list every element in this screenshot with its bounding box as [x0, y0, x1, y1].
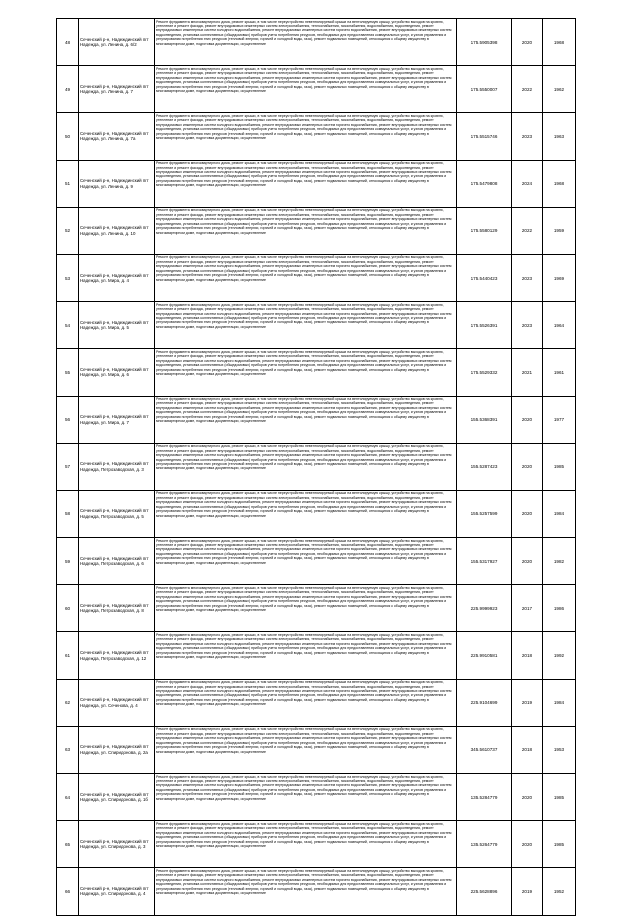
table-row — [57, 774, 576, 821]
built-year-cell: 1968 — [543, 160, 576, 207]
works-text: Ремонт фундамента многоквартирного дома, ремонт крыши, в том числе переустройство невентилируемой крыши на вентилируемую крышу, устройство выходов на кровлю, утепление и ремонт фасада, ремонт внутридомовых инженерных систем электроснабжения, теплоснабжения, газоснабжения, водоснабжения, водоотведения, ремонт внутридомовых инженерных систем холодного водоснабжения, ремонт внутридомовых инженерных систем горячего водоснабжения, ремонт внутридомовых инженерных систем водоотведения, установка коллективных (общедомовых) приборов учета потребления ресурсов, необходимых для предоставления коммунальных услуг, и узлов управления и регулирования потребления этих ресурсов (тепловой энергии, горячей и холодной воды, газа), ремонт подвальных помещений, относящихся к общему имуществу в многоквартирном доме, подготовка документации, осуществление — [156, 585, 452, 613]
address-text: Сеченский р-н, Надеждинский пгт Надежда, ул. Спиридонова, д. 3 — [80, 838, 149, 850]
repair-year-cell: 2019 — [512, 868, 543, 915]
address-text: Сеченский р-н, Надеждинский пгт Надежда, Петрозаводская, д. 8 — [80, 602, 149, 614]
table-row — [57, 585, 576, 632]
built-year-cell: 1984 — [543, 679, 576, 726]
repair-year-cell: 2020 — [512, 774, 543, 821]
address-text: Сеченский р-н, Надеждинский пгт Надежда, ул. Ленина, д. 10 — [80, 225, 149, 236]
built-year-cell: 1959 — [543, 207, 576, 254]
built-year-cell: 1953 — [543, 726, 576, 773]
cost-cell: 345.5610737 — [457, 726, 512, 773]
table-row — [57, 821, 576, 868]
built-year-cell: 1984 — [543, 490, 576, 537]
repair-year-cell: 2018 — [512, 726, 543, 773]
built-year-cell: 1986 — [543, 585, 576, 632]
address-cell — [79, 113, 155, 160]
repair-year-cell: 2020 — [512, 396, 543, 443]
address-text: Сеченский р-н, Надеждинский пгт Надежда, Петрозаводская, д. 5 — [80, 508, 149, 519]
cost-cell: 225.5628896 — [457, 868, 512, 915]
table-row — [57, 490, 576, 537]
works-cell — [155, 774, 457, 821]
works-cell — [155, 113, 457, 160]
works-text: Ремонт фундамента многоквартирного дома, ремонт крыши, в том числе переустройство невентилируемой крыши на вентилируемую крышу, устройство выходов на кровлю, утепление и ремонт фасада, ремонт внутридомовых инженерных систем электроснабжения, теплоснабжения, газоснабжения, водоснабжения, водоотведения, ремонт внутридомовых инженерных систем холодного водоснабжения, ремонт внутридомовых инженерных систем горячего водоснабжения, ремонт внутридомовых инженерных систем водоотведения, установка коллективных (общедомовых) приборов учета потребления ресурсов, необходимых для предоставления коммунальных услуг, и узлов управления и регулирования потребления этих ресурсов (тепловой энергии, горячей и холодной воды, газа), ремонт подвальных помещений, относящихся к общему имуществу в многоквартирном доме, подготовка документации, осуществление — [156, 208, 452, 235]
built-year-cell: 1963 — [543, 113, 576, 160]
cost-cell: 155.5287423 — [457, 443, 512, 490]
works-text: Ремонт фундамента многоквартирного дома, ремонт крыши, в том числе переустройство невентилируемой крыши на вентилируемую крышу, устройство выходов на кровлю, утепление и ремонт фасада, ремонт внутридомовых инженерных систем электроснабжения, теплоснабжения, газоснабжения, водоснабжения, водоотведения, ремонт внутридомовых инженерных систем холодного водоснабжения, ремонт внутридомовых инженерных систем горячего водоснабжения, ремонт внутридомовых инженерных систем водоотведения, установка коллективных (общедомовых) приборов учета потребления ресурсов, необходимых для предоставления коммунальных услуг, и узлов управления и регулирования потребления этих ресурсов (тепловой энергии, горячей и холодной воды, газа), ремонт подвальных помещений, относящихся к общему имуществу в многоквартирном доме, подготовка документации, осуществление — [156, 255, 452, 282]
cost-cell: 175.5905398 — [457, 19, 512, 66]
cost-cell: 155.5257599 — [457, 490, 512, 537]
repair-year-cell: 2023 — [512, 302, 543, 349]
row-number-cell: 64 — [57, 774, 79, 821]
table-row — [57, 302, 576, 349]
address-cell — [79, 726, 155, 773]
table-row — [57, 396, 576, 443]
address-text: Сеченский р-н, Надеждинский пгт Надежда, ул. Ленина, д. 7 — [80, 83, 149, 95]
row-number-cell: 50 — [57, 113, 79, 160]
works-text: Ремонт фундамента многоквартирного дома, ремонт крыши, в том числе переустройство невентилируемой крыши на вентилируемую крышу, устройство выходов на кровлю, утепление и ремонт фасада, ремонт внутридомовых инженерных систем электроснабжения, теплоснабжения, газоснабжения, водоснабжения, водоотведения, ремонт внутридомовых инженерных систем холодного водоснабжения, ремонт внутридомовых инженерных систем горячего водоснабжения, ремонт внутридомовых инженерных систем водоотведения, установка коллективных (общедомовых) приборов учета потребления ресурсов, необходимых для предоставления коммунальных услуг, и узлов управления и регулирования потребления этих ресурсов (тепловой энергии, горячей и холодной воды, газа), ремонт подвальных помещений, относящихся к общему имуществу в многоквартирном доме, подготовка документации, осуществление — [156, 444, 452, 471]
table-row — [57, 66, 576, 113]
built-year-cell: 1982 — [543, 538, 576, 585]
works-text: Ремонт фундамента многоквартирного дома, ремонт крыши, в том числе переустройство невентилируемой крыши на вентилируемую крышу, устройство выходов на кровлю, утепление и ремонт фасада, ремонт внутридомовых инженерных систем электроснабжения, теплоснабжения, газоснабжения, водоснабжения, водоотведения, ремонт внутридомовых инженерных систем холодного водоснабжения, ремонт внутридомовых инженерных систем горячего водоснабжения, ремонт внутридомовых инженерных систем водоотведения, установка коллективных (общедомовых) приборов учета потребления ресурсов, необходимых для предоставления коммунальных услуг, и узлов управления и регулирования потребления этих ресурсов (тепловой энергии, горячей и холодной воды, газа), ремонт подвальных помещений, относящихся к общему имуществу в многоквартирном доме, подготовка документации, осуществление — [156, 19, 452, 46]
row-number-cell: 63 — [57, 726, 79, 773]
built-year-cell: 1964 — [543, 302, 576, 349]
cost-cell: 175.5580129 — [457, 207, 512, 254]
repair-year-cell: 2023 — [512, 113, 543, 160]
table-row — [57, 19, 576, 66]
repair-year-cell: 2021 — [512, 349, 543, 396]
cost-cell: 155.5368391 — [457, 396, 512, 443]
address-cell — [79, 538, 155, 585]
works-text: Ремонт фундамента многоквартирного дома, ремонт крыши, в том числе переустройство невентилируемой крыши на вентилируемую крышу, устройство выходов на кровлю, утепление и ремонт фасада, ремонт внутридомовых инженерных систем электроснабжения, теплоснабжения, газоснабжения, водоснабжения, водоотведения, ремонт внутридомовых инженерных систем холодного водоснабжения, ремонт внутридомовых инженерных систем горячего водоснабжения, ремонт внутридомовых инженерных систем водоотведения, установка коллективных (общедомовых) приборов учета потребления ресурсов, необходимых для предоставления коммунальных услуг, и узлов управления и регулирования потребления этих ресурсов (тепловой энергии, горячей и холодной воды, газа), ремонт подвальных помещений, относящихся к общему имуществу в многоквартирном доме, подготовка документации, осуществление — [156, 397, 452, 424]
table-row — [57, 349, 576, 396]
table-row — [57, 113, 576, 160]
address-cell — [79, 254, 155, 301]
repair-year-cell: 2020 — [512, 490, 543, 537]
row-number-cell: 60 — [57, 585, 79, 632]
table-row — [57, 443, 576, 490]
cost-cell: 175.5550007 — [457, 66, 512, 113]
works-cell — [155, 19, 457, 66]
address-cell — [79, 207, 155, 254]
works-cell — [155, 66, 457, 113]
works-text: Ремонт фундамента многоквартирного дома, ремонт крыши, в том числе переустройство невентилируемой крыши на вентилируемую крышу, устройство выходов на кровлю, утепление и ремонт фасада, ремонт внутридомовых инженерных систем электроснабжения, теплоснабжения, газоснабжения, водоснабжения, водоотведения, ремонт внутридомовых инженерных систем холодного водоснабжения, ремонт внутридомовых инженерных систем горячего водоснабжения, ремонт внутридомовых инженерных систем водоотведения, установка коллективных (общедомовых) приборов учета потребления ресурсов, необходимых для предоставления коммунальных услуг, и узлов управления и регулирования потребления этих ресурсов (тепловой энергии, горячей и холодной воды, газа), ремонт подвальных помещений, относящихся к общему имуществу в многоквартирном доме, подготовка документации, осуществление — [156, 302, 452, 329]
address-text: Сеченский р-н, Надеждинский пгт Надежда, ул. Мира, д. 6 — [80, 366, 149, 378]
works-cell — [155, 207, 457, 254]
row-number-cell: 62 — [57, 679, 79, 726]
table-row — [57, 679, 576, 726]
built-year-cell: 1985 — [543, 774, 576, 821]
table-row — [57, 726, 576, 773]
repair-year-cell: 2023 — [512, 254, 543, 301]
address-text: Сеченский р-н, Надеждинский пгт Надежда, ул. Ленина, д. 6/2 — [80, 36, 149, 48]
built-year-cell: 1961 — [543, 349, 576, 396]
works-text: Ремонт фундамента многоквартирного дома, ремонт крыши, в том числе переустройство невентилируемой крыши на вентилируемую крышу, устройство выходов на кровлю, утепление и ремонт фасада, ремонт внутридомовых инженерных систем электроснабжения, теплоснабжения, газоснабжения, водоснабжения, водоотведения, ремонт внутридомовых инженерных систем холодного водоснабжения, ремонт внутридомовых инженерных систем горячего водоснабжения, ремонт внутридомовых инженерных систем водоотведения, установка коллективных (общедомовых) приборов учета потребления ресурсов, необходимых для предоставления коммунальных услуг, и узлов управления и регулирования потребления этих ресурсов (тепловой энергии, горячей и холодной воды, газа), ремонт подвальных помещений, относящихся к общему имуществу в многоквартирном доме, подготовка документации, осуществление — [156, 727, 452, 754]
works-text: Ремонт фундамента многоквартирного дома, ремонт крыши, в том числе переустройство невентилируемой крыши на вентилируемую крышу, устройство выходов на кровлю, утепление и ремонт фасада, ремонт внутридомовых инженерных систем электроснабжения, теплоснабжения, газоснабжения, водоснабжения, водоотведения, ремонт внутридомовых инженерных систем холодного водоснабжения, ремонт внутридомовых инженерных систем горячего водоснабжения, ремонт внутридомовых инженерных систем водоотведения, установка коллективных (общедомовых) приборов учета потребления ресурсов, необходимых для предоставления коммунальных услуг, и узлов управления и регулирования потребления этих ресурсов (тепловой энергии, горячей и холодной воды, газа), ремонт подвальных помещений, относящихся к общему имуществу в многоквартирном доме, подготовка документации, осуществление — [156, 113, 452, 141]
cost-cell: 135.5284779 — [457, 774, 512, 821]
table-row — [57, 207, 576, 254]
row-number-cell: 61 — [57, 632, 79, 679]
works-text: Ремонт фундамента многоквартирного дома, ремонт крыши, в том числе переустройство невентилируемой крыши на вентилируемую крышу, устройство выходов на кровлю, утепление и ремонт фасада, ремонт внутридомовых инженерных систем электроснабжения, теплоснабжения, газоснабжения, водоснабжения, водоотведения, ремонт внутридомовых инженерных систем холодного водоснабжения, ремонт внутридомовых инженерных систем горячего водоснабжения, ремонт внутридомовых инженерных систем водоотведения, установка коллективных (общедомовых) приборов учета потребления ресурсов, необходимых для предоставления коммунальных услуг, и узлов управления и регулирования потребления этих ресурсов (тепловой энергии, горячей и холодной воды, газа), ремонт подвальных помещений, относящихся к общему имуществу в многоквартирном доме, подготовка документации, осуществление — [156, 66, 452, 93]
address-cell — [79, 774, 155, 821]
row-number-cell: 56 — [57, 396, 79, 443]
cost-cell: 225.9104699 — [457, 679, 512, 726]
cost-cell: 175.5440423 — [457, 254, 512, 301]
table-row — [57, 160, 576, 207]
cost-cell: 175.5529332 — [457, 349, 512, 396]
repair-year-cell: 2020 — [512, 19, 543, 66]
address-cell — [79, 349, 155, 396]
works-text: Ремонт фундамента многоквартирного дома, ремонт крыши, в том числе переустройство невентилируемой крыши на вентилируемую крышу, устройство выходов на кровлю, утепление и ремонт фасада, ремонт внутридомовых инженерных систем электроснабжения, теплоснабжения, газоснабжения, водоснабжения, водоотведения, ремонт внутридомовых инженерных систем холодного водоснабжения, ремонт внутридомовых инженерных систем горячего водоснабжения, ремонт внутридомовых инженерных систем водоотведения, установка коллективных (общедомовых) приборов учета потребления ресурсов, необходимых для предоставления коммунальных услуг, и узлов управления и регулирования потребления этих ресурсов (тепловой энергии, горячей и холодной воды, газа), ремонт подвальных помещений, относящихся к общему имуществу в многоквартирном доме, подготовка документации, осуществление — [156, 821, 452, 848]
row-number-cell: 51 — [57, 160, 79, 207]
built-year-cell: 1968 — [543, 19, 576, 66]
address-cell — [79, 679, 155, 726]
works-cell — [155, 868, 457, 915]
works-cell — [155, 679, 457, 726]
cost-cell: 135.5264779 — [457, 821, 512, 868]
address-text: Сеченский р-н, Надеждинский пгт Надежда, ул. Спиридонова, д. 2а — [80, 744, 149, 755]
capital-repair-table — [56, 18, 576, 916]
works-cell — [155, 726, 457, 773]
works-text: Ремонт фундамента многоквартирного дома, ремонт крыши, в том числе переустройство невентилируемой крыши на вентилируемую крышу, устройство выходов на кровлю, утепление и ремонт фасада, ремонт внутридомовых инженерных систем электроснабжения, теплоснабжения, газоснабжения, водоснабжения, водоотведения, ремонт внутридомовых инженерных систем холодного водоснабжения, ремонт внутридомовых инженерных систем горячего водоснабжения, ремонт внутридомовых инженерных систем водоотведения, установка коллективных (общедомовых) приборов учета потребления ресурсов, необходимых для предоставления коммунальных услуг, и узлов управления и регулирования потребления этих ресурсов (тепловой энергии, горячей и холодной воды, газа), ремонт подвальных помещений, относящихся к общему имуществу в многоквартирном доме, подготовка документации, осуществление — [156, 349, 452, 377]
works-cell — [155, 490, 457, 537]
works-cell — [155, 349, 457, 396]
address-cell — [79, 160, 155, 207]
built-year-cell: 1992 — [543, 632, 576, 679]
table-row — [57, 868, 576, 915]
built-year-cell: 1985 — [543, 821, 576, 868]
works-text: Ремонт фундамента многоквартирного дома, ремонт крыши, в том числе переустройство невентилируемой крыши на вентилируемую крышу, устройство выходов на кровлю, утепление и ремонт фасада, ремонт внутридомовых инженерных систем электроснабжения, теплоснабжения, газоснабжения, водоснабжения, водоотведения, ремонт внутридомовых инженерных систем холодного водоснабжения, ремонт внутридомовых инженерных систем горячего водоснабжения, ремонт внутридомовых инженерных систем водоотведения, установка коллективных (общедомовых) приборов учета потребления ресурсов, необходимых для предоставления коммунальных услуг, и узлов управления и регулирования потребления этих ресурсов (тепловой энергии, горячей и холодной воды, газа), ремонт подвальных помещений, относящихся к общему имуществу в многоквартирном доме, подготовка документации, осуществление — [156, 868, 452, 896]
row-number-cell: 66 — [57, 868, 79, 915]
address-cell — [79, 443, 155, 490]
repair-year-cell: 2022 — [512, 66, 543, 113]
works-text: Ремонт фундамента многоквартирного дома, ремонт крыши, в том числе переустройство невентилируемой крыши на вентилируемую крышу, устройство выходов на кровлю, утепление и ремонт фасада, ремонт внутридомовых инженерных систем электроснабжения, теплоснабжения, газоснабжения, водоснабжения, водоотведения, ремонт внутридомовых инженерных систем холодного водоснабжения, ремонт внутридомовых инженерных систем горячего водоснабжения, ремонт внутридомовых инженерных систем водоотведения, установка коллективных (общедомовых) приборов учета потребления ресурсов, необходимых для предоставления коммунальных услуг, и узлов управления и регулирования потребления этих ресурсов (тепловой энергии, горячей и холодной воды, газа), ремонт подвальных помещений, относящихся к общему имуществу в многоквартирном доме, подготовка документации, осуществление — [156, 632, 452, 660]
row-number-cell: 59 — [57, 538, 79, 585]
cost-cell: 175.5515746 — [457, 113, 512, 160]
repair-year-cell: 2020 — [512, 538, 543, 585]
repair-year-cell: 2020 — [512, 443, 543, 490]
address-text: Сеченский р-н, Надеждинский пгт Надежда, Петрозаводская, д. 3 — [80, 461, 149, 472]
row-number-cell: 52 — [57, 207, 79, 254]
address-cell — [79, 302, 155, 349]
built-year-cell: 1977 — [543, 396, 576, 443]
row-number-cell: 53 — [57, 254, 79, 301]
repair-year-cell: 2022 — [512, 207, 543, 254]
address-text: Сеченский р-н, Надеждинский пгт Надежда, ул. Ленина, д. 7а — [80, 130, 149, 142]
address-cell — [79, 585, 155, 632]
address-cell — [79, 632, 155, 679]
built-year-cell: 1962 — [543, 66, 576, 113]
cost-cell: 225.9910581 — [457, 632, 512, 679]
works-text: Ремонт фундамента многоквартирного дома, ремонт крыши, в том числе переустройство невентилируемой крыши на вентилируемую крышу, устройство выходов на кровлю, утепление и ремонт фасада, ремонт внутридомовых инженерных систем электроснабжения, теплоснабжения, газоснабжения, водоснабжения, водоотведения, ремонт внутридомовых инженерных систем холодного водоснабжения, ремонт внутридомовых инженерных систем горячего водоснабжения, ремонт внутридомовых инженерных систем водоотведения, установка коллективных (общедомовых) приборов учета потребления ресурсов, необходимых для предоставления коммунальных услуг, и узлов управления и регулирования потребления этих ресурсов (тепловой энергии, горячей и холодной воды, газа), ремонт подвальных помещений, относящихся к общему имуществу в многоквартирном доме, подготовка документации, осуществление — [156, 774, 452, 801]
address-cell — [79, 868, 155, 915]
table-row — [57, 254, 576, 301]
address-text: Сеченский р-н, Надеждинский пгт Надежда, Петрозаводская, д. 6 — [80, 555, 149, 567]
works-cell — [155, 821, 457, 868]
repair-year-cell: 2019 — [512, 679, 543, 726]
works-text: Ремонт фундамента многоквартирного дома, ремонт крыши, в том числе переустройство невентилируемой крыши на вентилируемую крышу, устройство выходов на кровлю, утепление и ремонт фасада, ремонт внутридомовых инженерных систем электроснабжения, теплоснабжения, газоснабжения, водоснабжения, водоотведения, ремонт внутридомовых инженерных систем холодного водоснабжения, ремонт внутридомовых инженерных систем горячего водоснабжения, ремонт внутридомовых инженерных систем водоотведения, установка коллективных (общедомовых) приборов учета потребления ресурсов, необходимых для предоставления коммунальных услуг, и узлов управления и регулирования потребления этих ресурсов (тепловой энергии, горячей и холодной воды, газа), ремонт подвальных помещений, относящихся к общему имуществу в многоквартирном доме, подготовка документации, осуществление — [156, 680, 452, 707]
cost-cell: 175.5526391 — [457, 302, 512, 349]
row-number-cell: 55 — [57, 349, 79, 396]
table-row — [57, 632, 576, 679]
works-text: Ремонт фундамента многоквартирного дома, ремонт крыши, в том числе переустройство невентилируемой крыши на вентилируемую крышу, устройство выходов на кровлю, утепление и ремонт фасада, ремонт внутридомовых инженерных систем электроснабжения, теплоснабжения, газоснабжения, водоснабжения, водоотведения, ремонт внутридомовых инженерных систем холодного водоснабжения, ремонт внутридомовых инженерных систем горячего водоснабжения, ремонт внутридомовых инженерных систем водоотведения, установка коллективных (общедомовых) приборов учета потребления ресурсов, необходимых для предоставления коммунальных услуг, и узлов управления и регулирования потребления этих ресурсов (тепловой энергии, горячей и холодной воды, газа), ремонт подвальных помещений, относящихся к общему имуществу в многоквартирном доме, подготовка документации, осуществление — [156, 538, 452, 565]
repair-year-cell: 2018 — [512, 632, 543, 679]
works-cell — [155, 632, 457, 679]
row-number-cell: 57 — [57, 443, 79, 490]
works-text: Ремонт фундамента многоквартирного дома, ремонт крыши, в том числе переустройство невентилируемой крыши на вентилируемую крышу, устройство выходов на кровлю, утепление и ремонт фасада, ремонт внутридомовых инженерных систем электроснабжения, теплоснабжения, газоснабжения, водоснабжения, водоотведения, ремонт внутридомовых инженерных систем холодного водоснабжения, ремонт внутридомовых инженерных систем горячего водоснабжения, ремонт внутридомовых инженерных систем водоотведения, установка коллективных (общедомовых) приборов учета потребления ресурсов, необходимых для предоставления коммунальных услуг, и узлов управления и регулирования потребления этих ресурсов (тепловой энергии, горячей и холодной воды, газа), ремонт подвальных помещений, относящихся к общему имуществу в многоквартирном доме, подготовка документации, осуществление — [156, 491, 452, 518]
address-text: Сеченский р-н, Надеждинский пгт Надежда, ул. Сеченова, д. 4 — [80, 697, 149, 708]
row-number-cell: 65 — [57, 821, 79, 868]
cost-cell: 225.9999923 — [457, 585, 512, 632]
address-cell — [79, 490, 155, 537]
address-text: Сеченский р-н, Надеждинский пгт Надежда, ул. Мира, д. 5 — [80, 319, 149, 331]
table-body — [57, 19, 576, 916]
address-text: Сеченский р-н, Надеждинский пгт Надежда, ул. Спиридонова, д. 1б — [80, 791, 149, 803]
address-cell — [79, 19, 155, 66]
address-text: Сеченский р-н, Надеждинский пгт Надежда, Петрозаводская, д. 12 — [80, 650, 149, 661]
built-year-cell: 1952 — [543, 868, 576, 915]
cost-cell: 155.5317927 — [457, 538, 512, 585]
address-cell — [79, 396, 155, 443]
address-text: Сеченский р-н, Надеждинский пгт Надежда, ул. Спиридонова, д. 4 — [80, 885, 149, 897]
row-number-cell: 49 — [57, 66, 79, 113]
row-number-cell: 58 — [57, 490, 79, 537]
cost-cell: 175.5479808 — [457, 160, 512, 207]
address-text: Сеченский р-н, Надеждинский пгт Надежда, ул. Мира, д. 4 — [80, 272, 149, 284]
repair-year-cell: 2017 — [512, 585, 543, 632]
address-text: Сеченский р-н, Надеждинский пгт Надежда, ул. Мира, д. 7 — [80, 414, 149, 425]
row-number-cell: 54 — [57, 302, 79, 349]
works-cell — [155, 443, 457, 490]
address-cell — [79, 66, 155, 113]
repair-year-cell: 2020 — [512, 821, 543, 868]
works-cell — [155, 302, 457, 349]
works-cell — [155, 396, 457, 443]
built-year-cell: 1985 — [543, 443, 576, 490]
works-cell — [155, 160, 457, 207]
works-text: Ремонт фундамента многоквартирного дома, ремонт крыши, в том числе переустройство невентилируемой крыши на вентилируемую крышу, устройство выходов на кровлю, утепление и ремонт фасада, ремонт внутридомовых инженерных систем электроснабжения, теплоснабжения, газоснабжения, водоснабжения, водоотведения, ремонт внутридомовых инженерных систем холодного водоснабжения, ремонт внутридомовых инженерных систем горячего водоснабжения, ремонт внутридомовых инженерных систем водоотведения, установка коллективных (общедомовых) приборов учета потребления ресурсов, необходимых для предоставления коммунальных услуг, и узлов управления и регулирования потребления этих ресурсов (тепловой энергии, горячей и холодной воды, газа), ремонт подвальных помещений, относящихся к общему имуществу в многоквартирном доме, подготовка документации, осуществление — [156, 161, 452, 188]
repair-year-cell: 2024 — [512, 160, 543, 207]
built-year-cell: 1969 — [543, 254, 576, 301]
works-cell — [155, 254, 457, 301]
works-cell — [155, 538, 457, 585]
row-number-cell: 48 — [57, 19, 79, 66]
address-text: Сеченский р-н, Надеждинский пгт Надежда, ул. Ленина, д. 9 — [80, 178, 149, 189]
table-row — [57, 538, 576, 585]
address-cell — [79, 821, 155, 868]
works-cell — [155, 585, 457, 632]
